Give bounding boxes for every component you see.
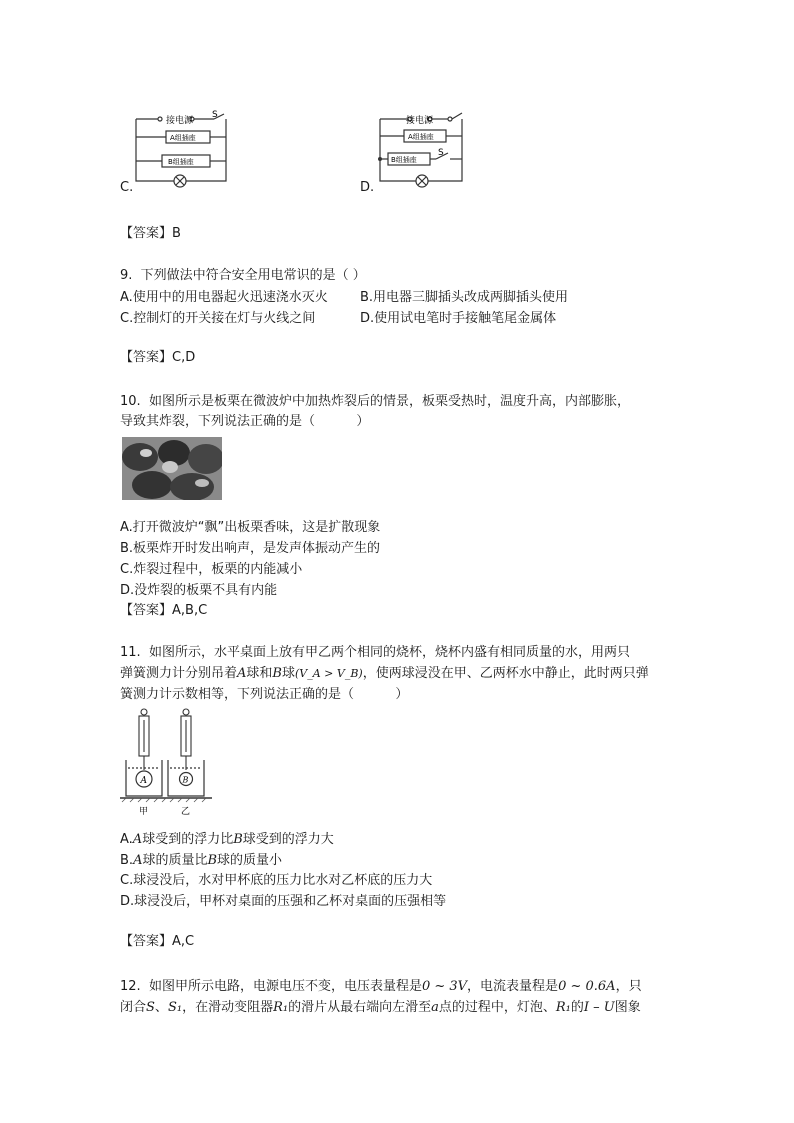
beakers-figure [120, 706, 212, 818]
q11-answer: 【答案】A,C [120, 934, 195, 949]
option-d-label: D. [360, 180, 375, 195]
text-segment: ，在滑动变阻器 [182, 1000, 274, 1015]
text-segment: 球的质量小 [217, 853, 283, 868]
text-segment: A. [120, 832, 133, 847]
text-segment: 的 [570, 1000, 584, 1015]
volume-relation: (V_A > V_B) [295, 667, 363, 680]
circuit-figure-d [372, 103, 468, 189]
q11-stem-line-1: 11. 如图所示，水平桌面上放有甲乙两个相同的烧杯，烧杯内盛有相同质量的水，用两只 [120, 645, 630, 660]
q10-answer: 【答案】A,B,C [120, 603, 208, 618]
symbol-iu: I – U [583, 1000, 615, 1015]
ball-b-label: B [182, 775, 189, 785]
option-c-label: C. [120, 180, 134, 195]
text-segment: 球的质量比 [142, 853, 208, 868]
label-yi: 乙 [181, 807, 191, 817]
chestnut-photo [122, 437, 222, 500]
q9-option-d: D.使用试电笔时手接触笔尾金属体 [360, 311, 557, 326]
symbol-a-point: a [431, 1000, 439, 1015]
q11-option-a [120, 828, 334, 847]
q11-stem-line-2 [120, 662, 649, 681]
text-segment: 12. 如图甲所示电路，电源电压不变，电压表量程是 [120, 979, 422, 994]
symbol-a: A [132, 832, 143, 847]
switch-label: S [212, 110, 218, 120]
symbol-b: B [272, 666, 282, 681]
text-segment: 球受到的浮力比 [142, 832, 234, 847]
q12-stem-line-2 [120, 996, 641, 1015]
switch-label: S [438, 148, 444, 158]
q9-answer: 【答案】C,D [120, 350, 196, 365]
ammeter-range: 0 ~ 0.6A [558, 979, 616, 994]
text-segment: 球 [281, 666, 295, 681]
q10-option-c: C.炸裂过程中，板栗的内能减小 [120, 562, 303, 577]
symbol-b: B [233, 832, 243, 847]
q11-stem-line-3: 簧测力计示数相等，下列说法正确的是（ ） [120, 687, 409, 702]
q10-stem-line-1: 10. 如图所示是板栗在微波炉中加热炸裂后的情景，板栗受热时，温度升高，内部膨胀， [120, 394, 630, 409]
symbol-s1: S₁ [167, 1000, 183, 1015]
q10-option-a: A.打开微波炉“飘”出板栗香味，这是扩散现象 [120, 520, 381, 535]
q9-option-c: C.控制灯的开关接在灯与火线之间 [120, 311, 316, 326]
symbol-r1: R₁ [273, 1000, 289, 1015]
text-segment: 弹簧测力计分别吊着 [120, 666, 238, 681]
q11-option-b [120, 849, 282, 868]
text-segment: 的滑片从最右端向左滑至 [288, 1000, 432, 1015]
socket-b-label: B组插座 [391, 156, 417, 164]
text-segment: 球和 [246, 666, 273, 681]
power-label: 接电源 [166, 116, 194, 126]
q9-option-a: A.使用中的用电器起火迅速浇水灭火 [120, 290, 328, 305]
power-label: 接电源 [406, 116, 434, 126]
socket-a-label: A组插座 [170, 134, 196, 142]
text-segment: ，电流表量程是 [467, 979, 559, 994]
q11-option-d: D.球浸没后，甲杯对桌面的压强和乙杯对桌面的压强相等 [120, 894, 447, 909]
ball-a-label: A [140, 776, 147, 786]
symbol-r1: R₁ [555, 1000, 571, 1015]
text-segment: 闭合 [120, 1000, 147, 1015]
voltmeter-range: 0 ~ 3V [421, 979, 468, 994]
q8-answer: 【答案】B [120, 226, 181, 241]
text-segment: B. [120, 853, 134, 868]
q10-option-b: B.板栗炸开时发出响声，是发声体振动产生的 [120, 541, 381, 556]
text-segment: 图象 [614, 1000, 641, 1015]
q9-option-b: B.用电器三脚插头改成两脚插头使用 [360, 290, 569, 305]
q11-option-c: C.球浸没后，水对甲杯底的压力比水对乙杯底的压力大 [120, 873, 433, 888]
symbol-s: S [146, 1000, 155, 1015]
text-segment: 、 [154, 1000, 168, 1015]
text-segment: ，只 [615, 979, 642, 994]
label-jia: 甲 [139, 807, 149, 817]
q12-stem-line-1 [120, 975, 642, 994]
circuit-figure-c [128, 105, 238, 189]
socket-b-label: B组插座 [168, 158, 194, 166]
socket-a-label: A组插座 [408, 133, 434, 141]
symbol-a: A [133, 853, 143, 868]
q10-option-d: D.没炸裂的板栗不具有内能 [120, 583, 278, 598]
q10-stem-line-2: 导致其炸裂，下列说法正确的是（ ） [120, 414, 370, 429]
q9-stem: 9. 下列做法中符合安全用电常识的是（ ） [120, 268, 366, 283]
symbol-a: A [237, 666, 247, 681]
text-segment: 球受到的浮力大 [242, 832, 334, 847]
text-segment: ，使两球浸没在甲、乙两杯水中静止，此时两只弹 [362, 666, 649, 681]
symbol-b: B [207, 853, 218, 868]
text-segment: 点的过程中，灯泡、 [438, 1000, 556, 1015]
